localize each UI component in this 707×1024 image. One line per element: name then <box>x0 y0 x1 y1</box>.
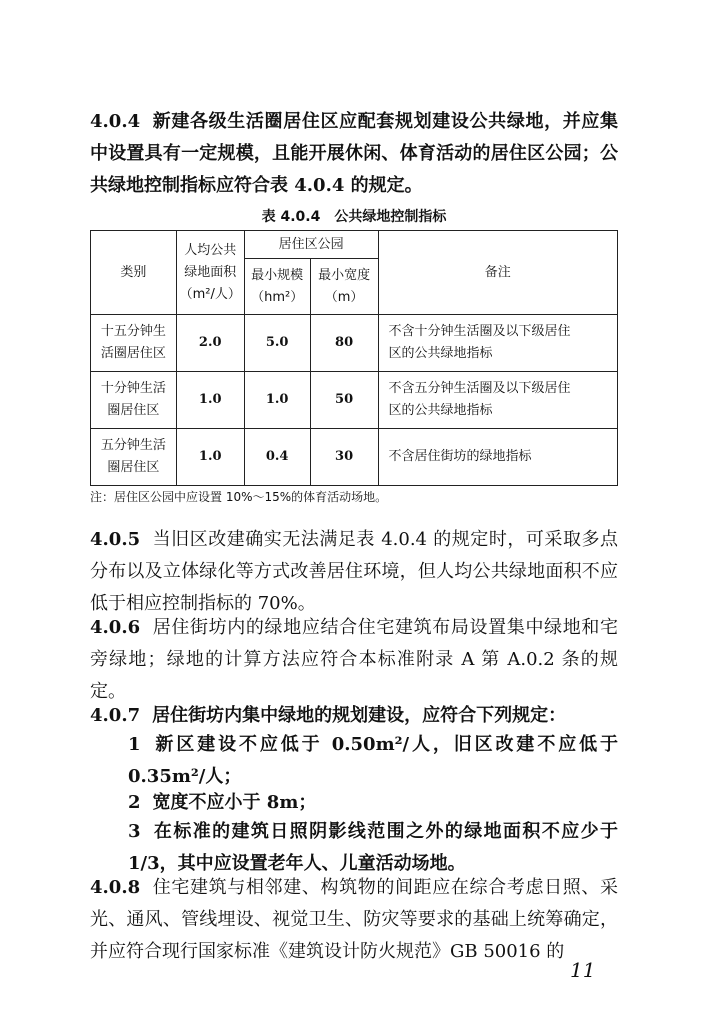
header-remarks: 备注 <box>378 231 617 315</box>
list-item <box>90 816 618 880</box>
table-caption: 表 4.0.4 公共绿地控制指标 <box>261 209 447 225</box>
row-per-capita: 1.0 <box>176 372 244 429</box>
row-remark-line: 不含十分钟生活圈及以下级居住 <box>388 324 571 339</box>
clause-4-0-4 <box>90 106 618 202</box>
list-item <box>90 787 618 819</box>
row-remark-line: 区的公共绿地指标 <box>388 346 493 361</box>
row-category-line: 圈居住区 <box>107 403 160 418</box>
row-category-line: 十分钟生活 <box>100 381 166 396</box>
header-park-group: 居住区公园 <box>244 231 378 259</box>
green-space-table <box>90 230 618 486</box>
row-per-capita: 1.0 <box>176 429 244 486</box>
header-min-width-line: （m） <box>324 289 364 305</box>
row-remark-line: 不含居住街坊的绿地指标 <box>388 449 532 464</box>
clause-4-0-6 <box>90 612 618 708</box>
row-min-width: 50 <box>310 372 378 429</box>
header-per-capita <box>176 231 244 315</box>
list-item-number: 1 <box>128 734 141 755</box>
header-min-scale-line: 最小规模 <box>251 267 304 283</box>
list-item-text: 新区建设不应低于 0.50m²/人，旧区改建不应低于 0.35m²/人； <box>128 734 618 787</box>
header-min-width-line: 最小宽度 <box>318 267 371 283</box>
clause-text: 居住街坊内的绿地应结合住宅建筑布局设置集中绿地和宅旁绿地；绿地的计算方法应符合本标准附录 A 第 A.0.2 条的规定。 <box>90 617 618 702</box>
header-category: 类别 <box>91 231 177 315</box>
table-row <box>91 372 618 429</box>
row-remark-line: 区的公共绿地指标 <box>388 403 493 418</box>
clause-text: 新建各级生活圈居住区应配套规划建设公共绿地，并应集中设置具有一定规模，且能开展休闲、体育活动的居住区公园；公共绿地控制指标应符合表 4.0.4 的规定。 <box>90 111 618 196</box>
table-row <box>91 429 618 486</box>
clause-number: 4.0.4 <box>90 111 141 132</box>
table-note: 注：居住区公园中应设置 10%～15%的体育活动场地。 <box>90 490 388 504</box>
header-per-capita-line: 绿地面积 <box>184 264 237 280</box>
row-remark <box>378 372 617 429</box>
list-item-text: 宽度不应小于 8m； <box>152 792 317 813</box>
row-category-line: 活圈居住区 <box>100 346 166 361</box>
row-remark-line: 不含五分钟生活圈及以下级居住 <box>388 381 571 396</box>
clause-4-0-7 <box>90 700 618 732</box>
row-category <box>91 429 177 486</box>
clause-text: 住宅建筑与相邻建、构筑物的间距应在综合考虑日照、采光、通风、管线埋设、视觉卫生、防灾等要求的基础上统筹确定，并应符合现行国家标准《建筑设计防火规范》GB 50016 的 <box>90 877 618 962</box>
clause-number: 4.0.6 <box>90 617 141 638</box>
row-per-capita: 2.0 <box>176 315 244 372</box>
row-category-line: 十五分钟生 <box>100 324 166 339</box>
row-min-width: 30 <box>310 429 378 486</box>
clause-text: 当旧区改建确实无法满足表 4.0.4 的规定时，可采取多点分布以及立体绿化等方式改善居住环境，但人均公共绿地面积不应低于相应控制指标的 70%。 <box>90 529 618 614</box>
row-category-line: 圈居住区 <box>107 460 160 475</box>
row-min-scale: 1.0 <box>244 372 310 429</box>
page-number: 11 <box>570 958 596 982</box>
clause-number: 4.0.5 <box>90 529 141 550</box>
clause-text: 居住街坊内集中绿地的规划建设，应符合下列规定： <box>152 705 567 726</box>
clause-4-0-5 <box>90 524 618 620</box>
header-min-width <box>310 259 378 315</box>
row-category <box>91 372 177 429</box>
header-per-capita-line: （m²/人） <box>179 286 241 302</box>
row-remark <box>378 315 617 372</box>
table-header-row <box>91 231 618 259</box>
header-per-capita-line: 人均公共 <box>184 242 237 258</box>
list-item-number: 2 <box>128 792 141 813</box>
clause-number: 4.0.7 <box>90 705 141 726</box>
row-min-scale: 5.0 <box>244 315 310 372</box>
row-remark <box>378 429 617 486</box>
row-category <box>91 315 177 372</box>
list-item <box>90 729 618 793</box>
list-item-text: 在标准的建筑日照阴影线范围之外的绿地面积不应少于 1/3，其中应设置老年人、儿童活动场地。 <box>128 821 618 874</box>
row-min-scale: 0.4 <box>244 429 310 486</box>
header-min-scale-line: （hm²） <box>251 289 304 305</box>
clause-4-0-8 <box>90 872 618 968</box>
row-min-width: 80 <box>310 315 378 372</box>
list-item-number: 3 <box>128 821 141 842</box>
row-category-line: 五分钟生活 <box>100 438 166 453</box>
table-row <box>91 315 618 372</box>
header-min-scale <box>244 259 310 315</box>
clause-number: 4.0.8 <box>90 877 141 898</box>
